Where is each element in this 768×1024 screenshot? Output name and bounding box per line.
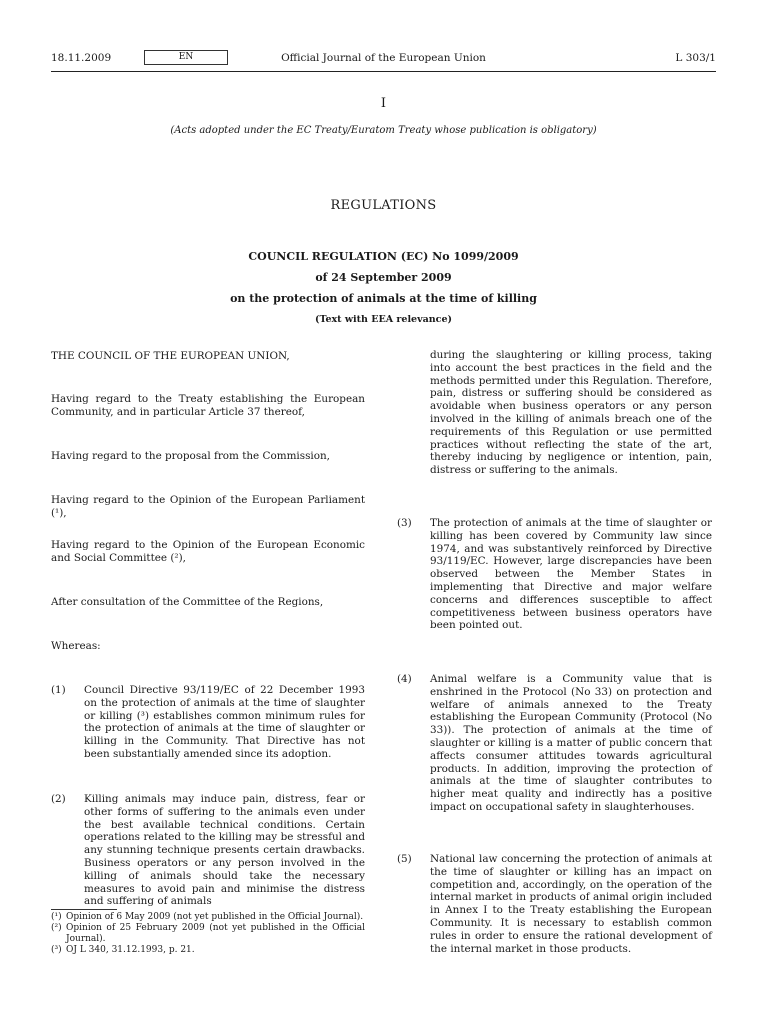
preamble-proposal: Having regard to the proposal from the Commission, <box>51 450 330 462</box>
eea-relevance: (Text with EEA relevance) <box>314 314 453 325</box>
footnote-2 <box>51 923 365 945</box>
footnote-mark: (²) <box>51 923 62 933</box>
footnote-mark: (¹) <box>51 912 62 922</box>
acts-note: (Acts adopted under the EC Treaty/Euratom Treaty whose publication is obligatory) <box>170 125 597 136</box>
recital-text: National law concerning the protection of animals at the time of slaughter or killing has an impact on competition and, accordingly, on the operation of the internal market in products of animal origin included in Annex I to the Treaty establishing the European Community. It is necessary to establish common rules in order to ensure the rational development of the internal market in those products. <box>430 853 712 955</box>
recital-4 <box>397 673 712 814</box>
regulation-title: COUNCIL REGULATION (EC) No 1099/2009 <box>248 250 519 263</box>
footnote-text: OJ L 340, 31.12.1993, p. 21. <box>66 945 195 955</box>
recital-3 <box>397 517 712 632</box>
section-numeral: I <box>380 96 387 111</box>
journal-title: Official Journal of the European Union <box>281 52 486 64</box>
recital-number: (1) <box>51 684 66 696</box>
preamble-regions: After consultation of the Committee of the Regions, <box>51 596 324 608</box>
recital-2 <box>51 793 365 908</box>
recital-text: Animal welfare is a Community value that is enshrined in the Protocol (No 33) on protection and welfare of animals annexed to the Treaty establishing the European Community (Protocol (No 33)). The protection of animals at the time of slaughter or killing is a matter of public concern that affects consumer attitudes towards agricultural products. In addition, improving the protection of animals at the time of slaughter contributes to higher meat quality and indirectly has a positive impact on occupational safety in slaughterhouses. <box>430 673 712 813</box>
recital-5 <box>397 853 712 955</box>
preamble-parliament: Having regard to the Opinion of the European Parliament (¹), <box>51 494 365 519</box>
regulation-subject: on the protection of animals at the time of killing <box>230 292 537 305</box>
recital-text: Council Directive 93/119/EC of 22 December 1993 on the protection of animals at the time of slaughter or killing (³) establishes common minimum rules for the protection of animals at the time of slaughter or killing in the Community. That Directive has not been substantially amended since its adoption. <box>84 684 365 760</box>
publication-date: 18.11.2009 <box>51 52 112 64</box>
recital-text: Killing animals may induce pain, distress, fear or other forms of suffering to the animals even under the best available technical conditions. Certain operations related to the killing may be stressful and any stunning technique presents certain drawbacks. Business operators or any person involved in the killing of animals should take the necessary measures to avoid pain and minimise the distress and suffering of animals <box>84 793 365 908</box>
recital-number: (4) <box>397 673 412 685</box>
recital-number: (5) <box>397 853 412 865</box>
recital-number: (2) <box>51 793 66 805</box>
regulation-date: of 24 September 2009 <box>315 271 452 284</box>
preamble-esc: Having regard to the Opinion of the European Economic and Social Committee (²), <box>51 539 365 564</box>
footnote-divider <box>51 909 117 910</box>
footnote-3 <box>51 945 365 956</box>
recital-1 <box>51 684 365 761</box>
preamble-council: THE COUNCIL OF THE EUROPEAN UNION, <box>51 350 290 362</box>
footnote-text: Opinion of 6 May 2009 (not yet published in the Official Journal). <box>66 912 364 922</box>
footnote-mark: (³) <box>51 945 62 955</box>
language-badge: EN <box>144 50 228 65</box>
header-divider <box>51 71 716 72</box>
recital-text: The protection of animals at the time of slaughter or killing has been covered by Community law since 1974, and was substantively reinforced by Directive 93/119/EC. However, large discrepancies have been observed between the Member States in implementing that Directive and major welfare concerns and differences susceptible to affect competitiveness between business operators have been pointed out. <box>430 517 712 632</box>
whereas: Whereas: <box>51 640 101 652</box>
footnote-text: Opinion of 25 February 2009 (not yet published in the Official Journal). <box>66 923 365 944</box>
regulations-heading: REGULATIONS <box>330 198 437 213</box>
recital-2-continued: during the slaughtering or killing process, taking into account the best practices in the field and the methods permitted under this Regulation. Therefore, pain, distress or suffering should be considered as avoidable when business operators or any person involved in the killing of animals breach one of the requirements of this Regulation or use permitted practices without reflecting the state of the art, thereby inducing by negligence or intention, pain, distress or suffering to the animals. <box>430 349 712 477</box>
journal-header <box>51 50 716 68</box>
recital-number: (3) <box>397 517 412 529</box>
footnote-1 <box>51 912 365 923</box>
preamble-treaty: Having regard to the Treaty establishing the European Community, and in particular Article 37 thereof, <box>51 393 365 418</box>
page-number: L 303/1 <box>675 52 716 64</box>
